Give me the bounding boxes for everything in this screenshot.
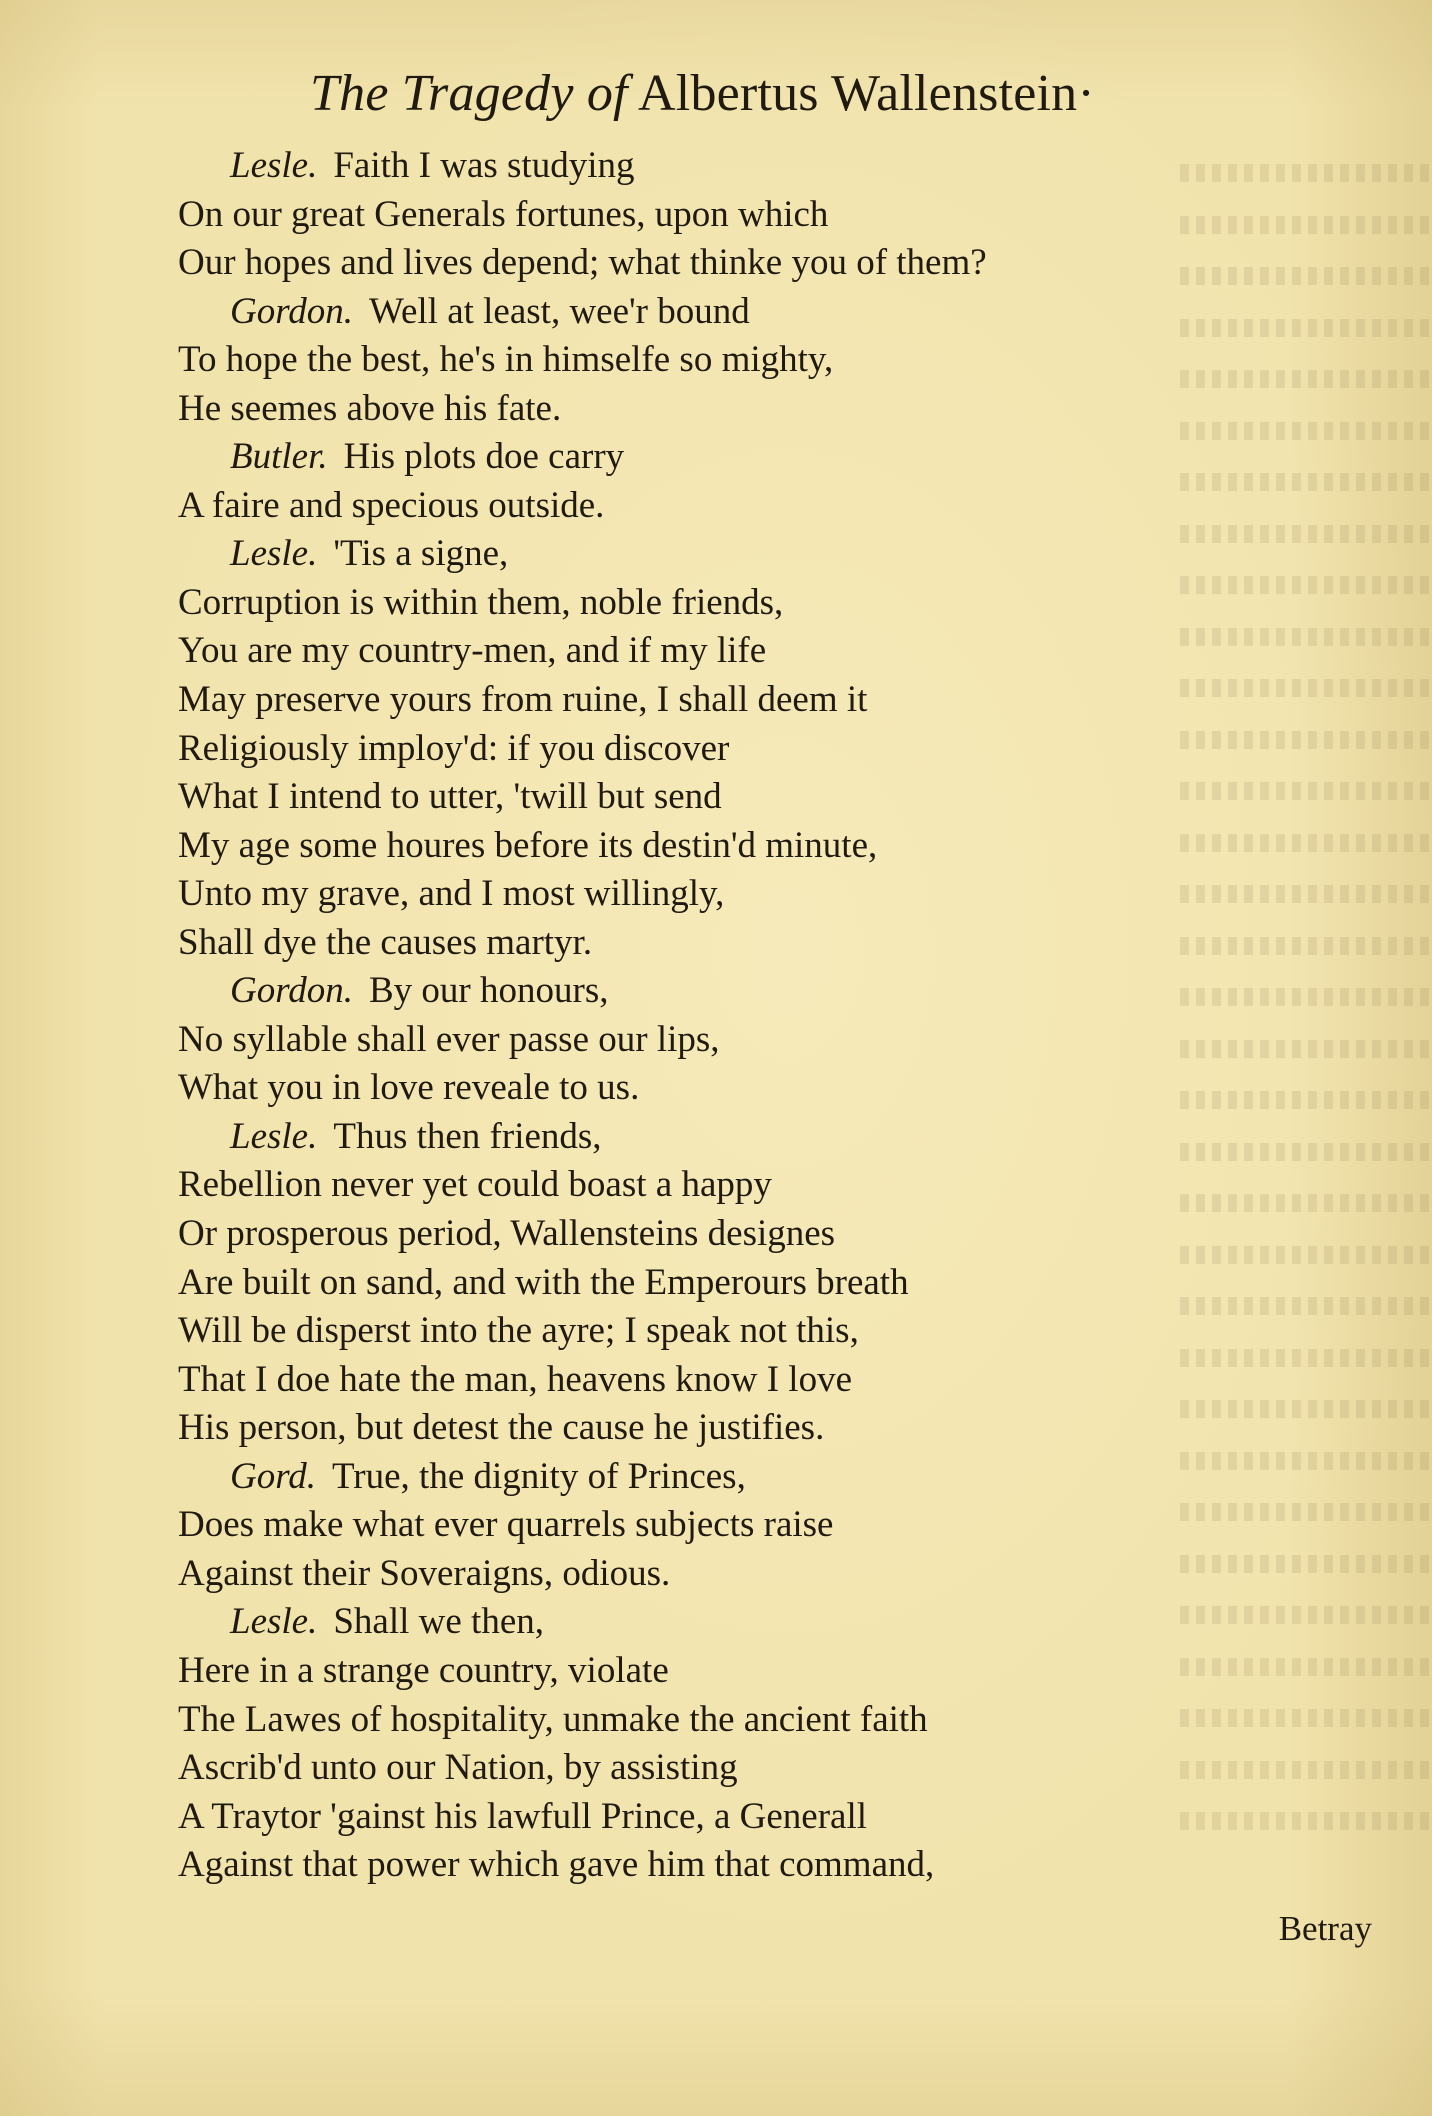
show-through-row	[1180, 356, 1430, 408]
speech-line	[178, 433, 1198, 482]
line-text: Corruption is within them, noble friends,	[178, 581, 784, 623]
verse-line	[178, 1356, 1198, 1405]
speaker-name: Lesle.	[230, 1115, 318, 1157]
line-text: A Traytor 'gainst his lawfull Prince, a Generall	[178, 1795, 867, 1837]
show-through-row	[1180, 1695, 1430, 1747]
line-text: His plots doe carry	[343, 436, 625, 478]
show-through-row	[1180, 820, 1430, 872]
show-through-row	[1180, 1335, 1430, 1387]
show-through-row	[1180, 1798, 1430, 1850]
play-text	[178, 142, 1198, 1890]
line-text: Faith I was studying	[333, 145, 635, 186]
verse-line	[178, 627, 1198, 676]
running-title-italic: The Tragedy of	[310, 65, 628, 122]
show-through-row	[1180, 665, 1430, 717]
speaker-name: Lesle.	[230, 145, 318, 186]
line-text: A faire and specious outside.	[178, 484, 605, 526]
verse-line	[178, 1793, 1198, 1842]
line-text: Against that power which gave him that command,	[178, 1844, 935, 1886]
verse-line	[178, 1744, 1198, 1793]
line-text: To hope the best, he's in himselfe so mighty,	[178, 339, 834, 381]
line-text: Here in a strange country, violate	[178, 1649, 669, 1691]
speech-line	[178, 288, 1198, 337]
line-text: Or prosperous period, Wallensteins designes	[178, 1213, 836, 1255]
verse-line	[178, 1161, 1198, 1210]
show-through-row	[1180, 459, 1430, 511]
line-text: Are built on sand, and with the Emperours breath	[178, 1261, 909, 1303]
verse-line	[178, 336, 1198, 385]
verse-line	[178, 870, 1198, 919]
verse-line	[178, 773, 1198, 822]
verse-line	[178, 1841, 1198, 1890]
show-through-texture	[1180, 150, 1430, 1850]
show-through-row	[1180, 1644, 1430, 1696]
line-text: The Lawes of hospitality, unmake the ancient faith	[178, 1698, 928, 1740]
line-text: What you in love reveale to us.	[178, 1067, 640, 1109]
verse-line	[178, 919, 1198, 968]
line-text: Our hopes and lives depend; what thinke you of them?	[178, 242, 987, 284]
verse-line	[178, 1016, 1198, 1065]
line-text: 'Tis a signe,	[333, 533, 509, 575]
line-text: What I intend to utter, 'twill but send	[178, 776, 722, 818]
line-text: His person, but detest the cause he justifies.	[178, 1407, 825, 1449]
catchword: Betray	[1278, 1909, 1372, 1948]
speaker-name: Gordon.	[230, 970, 353, 1012]
show-through-row	[1180, 614, 1430, 666]
speaker-name: Lesle.	[230, 533, 318, 575]
line-text: Against their Soveraigns, odious.	[178, 1552, 671, 1594]
show-through-row	[1180, 305, 1430, 357]
speaker-name: Butler.	[230, 436, 328, 478]
line-text: My age some houres before its destin'd minute,	[178, 824, 878, 866]
show-through-row	[1180, 1129, 1430, 1181]
line-text: Well at least, wee'r bound	[369, 290, 750, 332]
show-through-row	[1180, 923, 1430, 975]
line-text: By our honours,	[369, 970, 609, 1012]
show-through-row	[1180, 1592, 1430, 1644]
speech-line	[178, 530, 1198, 579]
show-through-row	[1180, 1386, 1430, 1438]
verse-line	[178, 1647, 1198, 1696]
line-text: Religiously imploy'd: if you discover	[178, 727, 730, 769]
line-text: That I doe hate the man, heavens know I love	[178, 1358, 852, 1400]
verse-line	[178, 1550, 1198, 1599]
line-text: He seemes above his fate.	[178, 387, 562, 429]
line-text: You are my country-men, and if my life	[178, 630, 767, 672]
show-through-row	[1180, 1283, 1430, 1335]
line-text: Unto my grave, and I most willingly,	[178, 873, 725, 915]
verse-line	[178, 385, 1198, 434]
line-text: Shall we then,	[333, 1601, 545, 1643]
show-through-row	[1180, 1077, 1430, 1129]
line-text: Shall dye the causes martyr.	[178, 921, 593, 963]
line-text: Rebellion never yet could boast a happy	[178, 1164, 772, 1206]
verse-line	[178, 725, 1198, 774]
verse-line	[178, 191, 1198, 240]
running-title-roman: Albertus Wallenstein·	[638, 65, 1095, 122]
speaker-name: Gordon.	[230, 290, 353, 332]
verse-line	[178, 1259, 1198, 1308]
show-through-row	[1180, 717, 1430, 769]
verse-line	[178, 239, 1198, 288]
verse-line	[178, 1501, 1198, 1550]
show-through-row	[1180, 253, 1430, 305]
verse-line	[178, 676, 1198, 725]
show-through-row	[1180, 974, 1430, 1026]
show-through-row	[1180, 1850, 1430, 1851]
verse-line	[178, 822, 1198, 871]
show-through-row	[1180, 1026, 1430, 1078]
speech-line	[178, 1113, 1198, 1162]
show-through-row	[1180, 150, 1430, 202]
speech-line	[178, 1453, 1198, 1502]
line-text: Thus then friends,	[333, 1115, 602, 1157]
speech-line	[178, 967, 1198, 1016]
line-text: Does make what ever quarrels subjects raise	[178, 1504, 834, 1546]
show-through-row	[1180, 511, 1430, 563]
show-through-row	[1180, 562, 1430, 614]
speech-line	[178, 142, 1198, 191]
verse-line	[178, 1064, 1198, 1113]
line-text: On our great Generals fortunes, upon which	[178, 193, 829, 235]
verse-line	[178, 1696, 1198, 1745]
verse-line	[178, 1210, 1198, 1259]
show-through-row	[1180, 1747, 1430, 1799]
show-through-row	[1180, 1438, 1430, 1490]
line-text: Ascrib'd unto our Nation, by assisting	[178, 1747, 738, 1789]
show-through-row	[1180, 1541, 1430, 1593]
verse-line	[178, 579, 1198, 628]
show-through-row	[1180, 1489, 1430, 1541]
speaker-name: Lesle.	[230, 1601, 318, 1643]
show-through-row	[1180, 202, 1430, 254]
show-through-row	[1180, 1232, 1430, 1284]
speaker-name: Gord.	[230, 1455, 316, 1497]
verse-line	[178, 1404, 1198, 1453]
show-through-row	[1180, 768, 1430, 820]
show-through-row	[1180, 408, 1430, 460]
line-text: Will be disperst into the ayre; I speak not this,	[178, 1310, 859, 1352]
verse-line	[178, 1307, 1198, 1356]
line-text: No syllable shall ever passe our lips,	[178, 1018, 720, 1060]
show-through-row	[1180, 1180, 1430, 1232]
line-text: May preserve yours from ruine, I shall deem it	[178, 679, 868, 721]
show-through-row	[1180, 871, 1430, 923]
verse-line	[178, 482, 1198, 531]
running-title	[310, 58, 1095, 130]
speech-line	[178, 1598, 1198, 1647]
line-text: True, the dignity of Princes,	[332, 1455, 746, 1497]
